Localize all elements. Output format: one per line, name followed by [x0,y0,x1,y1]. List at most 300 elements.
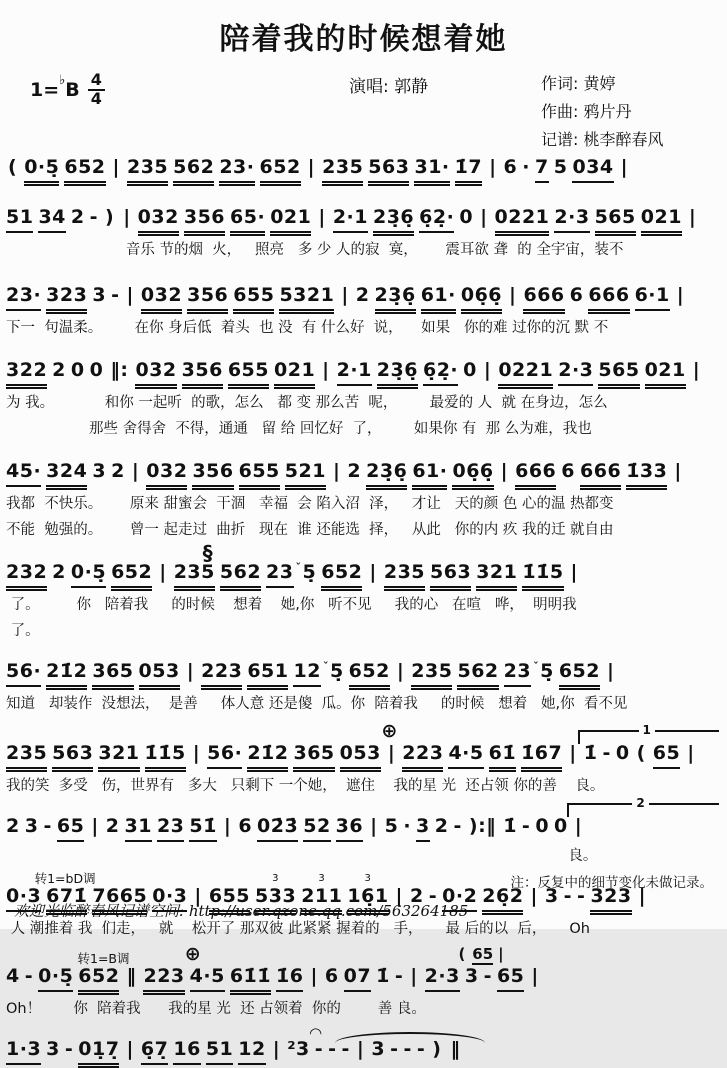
lyric-row: 人 潮推着 我 们走， 就 松开了 那双彼 此紧紧 握着的 手， 最 后的以 后， Oh [6,921,590,938]
note-token: 23· [6,285,41,311]
note-token: 6̣2̣· [423,360,458,386]
barline: | [322,359,330,382]
notes-row [6,562,721,591]
note-token: 0·3 [6,886,41,912]
note-token: 0 [615,741,630,764]
barline: ( [8,156,18,178]
notes-row [6,966,721,995]
breath-mark: ˇ [295,561,302,575]
note-token: 5 [553,156,568,178]
footer-note: 欢迎光临醉春风记谱空间: http://user.qzone.qq.com/563264185 [14,902,469,920]
barline: | [131,460,140,483]
barline: | [574,815,583,838]
note-token: 23· [219,157,254,186]
note-token: 0·3 [152,886,187,912]
barline: | [498,944,504,963]
note-token: 235 [411,661,452,690]
note-token: 666 [580,461,621,490]
barline: | [676,284,685,307]
barline: | [112,156,120,178]
barline: | [687,741,695,764]
note-token: 2 [105,815,120,838]
meter-numerator: 4 [88,72,105,91]
note-token: 032 [138,207,179,236]
lyric-row: 我的笑 多受 伤，世界有 多大 只剩下 一个她， 遮住 我的星 光 还占领 你的善 良。 [6,777,605,794]
barline: | [91,815,99,838]
note-token: 65 [472,944,494,963]
note-token: 1̇7 [455,157,482,186]
note-token: 223 [143,966,184,995]
barline: | [531,964,539,987]
note-token: 053 [139,661,180,690]
note-token: 61̇1̇ [230,966,271,995]
note-token: 2 [355,284,370,307]
note-token: 6 [238,815,253,838]
note-token: 12 [293,661,320,687]
note-token: 0 [535,815,550,838]
coda-icon: ⊕ [381,719,398,742]
score-body [4,142,723,1068]
note-token: 652 [260,157,301,186]
note-token: 321 [98,743,139,772]
note-token: 652 [321,562,362,591]
note-token: 021 [270,207,311,236]
note-token: 562 [173,157,214,186]
barline: | [356,1038,365,1061]
notes-row [6,360,721,389]
barline: | [192,741,201,764]
meter-fraction [88,72,105,108]
score-header [4,64,723,149]
barline: | [194,885,202,908]
note-token: 365 [293,743,334,772]
note-token: 652 [111,562,152,591]
note-token: 655 [239,461,280,490]
note-token: 671̇ [46,886,87,915]
note-token: 23 [157,816,184,842]
note-token: 2·1 [337,360,372,386]
note-token: - [328,1038,337,1061]
note-token: 321 [476,562,517,591]
barline: | [500,460,509,483]
note-token: 652 [78,966,119,995]
note-token: 2·3 [554,207,589,233]
note-token: 51 [6,207,33,233]
modulation-label: 转1=B调 [77,950,130,966]
note-token: 0 [463,359,477,382]
note-token: 0·2 [442,886,477,912]
barline: ( [458,944,466,963]
note-token: 1̇1̇5 [522,562,563,591]
note-token: 0 [70,359,85,382]
music-system [6,345,721,440]
singer-credit: 演唱: 郭静 [349,77,429,97]
note-token: 652 [559,661,600,690]
barline: | [509,284,517,307]
note-token: 232 [6,562,47,591]
barline: | [318,205,326,228]
note-token: 0221 [498,360,553,389]
note-token: 3 211 [301,886,342,915]
note-token: 032 [135,360,176,389]
lyric-row: 知道 却装作 没想法， 是善 体人意 还是傻 瓜。你 陪着我 的时候 想着 她,你 看不见 [6,696,628,713]
meter-denominator: 4 [90,88,102,108]
note-token: 1̇ [503,815,517,838]
note-token: 4·5 [448,743,483,769]
note-token: - [428,885,438,908]
barline: | [223,815,232,838]
note-token: 2 [52,561,66,584]
lyric-row: Oh！ 你 陪着我 我的星 光 还 占领着 你的 善 良。 [6,1000,426,1017]
barline: | [489,156,497,178]
note-token: 1̇67 [521,743,562,772]
volta-number: 1 [639,723,655,737]
flat-icon: ♭ [59,72,66,88]
note-token: - [64,1038,74,1061]
note-token: - [602,741,611,764]
note-token: 23 [266,562,293,588]
note-token: 2 [410,885,424,908]
barline: | [159,561,167,584]
note-token: 356 [187,285,228,314]
note-token: 45· [6,461,41,487]
note-token: - [521,815,531,838]
credit-row: 作曲: 鸦片丹 [541,102,632,121]
coda-icon: ⊕ [184,942,201,965]
note-token: 0 [554,815,568,838]
notes-row [6,816,721,842]
note-token: 032 [141,285,182,314]
note-token: - [453,815,462,838]
lyric-row: 音乐 节的烟 火， 照亮 多 少 人的寂 寞， 震耳欲 聋 的 全宇宙，装不 [6,241,624,258]
note-token: 0·5̣ [71,562,106,588]
note-token: 032 [146,461,187,490]
note-token: 655 [228,360,269,389]
note-token: 06̣6̣ [452,461,493,490]
note-token: 2·1 [333,207,368,233]
note-token: 021 [645,360,686,389]
notes-row [6,157,721,186]
note-token: 235 [384,562,425,591]
note-token: 6 [503,156,518,178]
note-token: 2·3 [558,360,593,386]
note-token: - [394,964,404,987]
note-token: 3 [92,284,107,307]
note-token: 6̣7̣ [141,1039,168,1065]
note-token: 12 [238,1039,265,1065]
note-token: 5 [384,815,399,838]
note-token: 1̇6 [276,966,303,992]
barline: ( [636,741,646,764]
note-token: 51 [206,1039,233,1065]
note-token: - [390,1038,399,1061]
note-token: 65 [57,816,84,842]
note-token: 223 [201,661,242,690]
note-token: 324 [46,461,87,490]
note-token: 356 [192,461,233,490]
lyric-row: 不能 勉强的。 曾一 起走过 曲折 现在 谁 还能选 择， 从此 你的内 疚 我的迁 就自由 [6,521,614,538]
note-token: 223 [402,743,443,772]
lyric-row: 为 我。 和你 一起听 的歌，怎么 都 变 那么苦 呢， 最爱的 人 就 在身边，怎么 [6,395,608,412]
note-token: - [24,964,34,987]
note-token: 3 16̣1 [347,886,388,915]
note-token: 23̣6̣ [377,360,418,389]
note-token: 2 [434,815,449,838]
note-token: 65· [230,207,265,236]
barline: | [370,815,378,838]
modulation-label: 转1=bD调 [34,871,96,887]
note-token: 235 [174,562,215,591]
notes-row [6,207,721,236]
volta-bracket [567,796,719,817]
note-token: 6̣2̣· [419,207,454,233]
music-system [6,541,721,642]
note-token: 23̣6̣ [366,461,407,490]
note-token: 2 [347,460,362,483]
music-system [6,796,721,867]
music-system [6,719,721,797]
note-token: 1·3 [6,1039,41,1065]
note-token: 563 [430,562,471,591]
note-token: 666 [523,285,564,314]
note-token: 6 [561,460,576,483]
note-token: 235 [6,743,47,772]
barline: | [332,460,341,483]
lyric-row: 了。 [6,622,40,639]
music-system [6,942,721,1020]
barline: | [569,741,577,764]
barline: ‖: [110,359,129,382]
note-token: - [416,1038,426,1061]
lyric-row: 下一 句温柔。 在你 身后低 着头 也 没 有 什么好 说， 如果 你的难 过你的沉 默 不 [6,320,609,336]
note-token: ²3 [287,1038,310,1061]
note-token: 666 [515,461,556,490]
note-token: 6 [324,964,339,987]
credit-row: 记谱: 桃李醉春风 [541,130,664,149]
breath-mark: ˇ [533,660,540,674]
note-token: - [43,815,52,838]
note-token: 23̣6̣ [373,207,414,236]
lyric-row: 良。 [6,847,598,864]
barline: | [692,359,701,382]
barline: ‖ [450,1038,461,1061]
note-token: 235 [127,157,168,186]
note-token: 666 [588,285,629,314]
notes-row [6,1039,721,1068]
note-token: 52 [303,816,330,842]
note-token: 61̇ [489,743,516,772]
segno-icon: § [202,541,213,566]
note-token: 26̣2 [482,886,523,915]
barline: | [123,205,131,228]
note-token: 4·5 [190,966,225,992]
credit-row: 作词: 黄婷 [541,74,616,93]
note-token: 323 [46,285,87,314]
note-token: 7 [535,157,549,183]
note-token: 2 [111,460,125,483]
barline: | [483,359,492,382]
barline: | [638,885,647,908]
note-token: 655 [233,285,274,314]
barline: ):‖ [468,815,497,838]
music-system [6,192,721,261]
note-token: 0221 [495,207,550,236]
note-token: 651 [247,661,288,690]
note-token: 655 [209,886,250,915]
note-token: 5̣ [540,660,554,683]
note-token: 3 [416,816,430,842]
note-token: 07 [344,966,371,992]
key-text: 1=♭B [30,72,80,101]
note-token: 2·3 [425,966,460,992]
note-token: 34 [38,207,65,233]
note-token: 034 [572,157,613,183]
note-token: 3 [464,964,479,987]
note-token: 31 [125,816,152,842]
note-token: 562 [457,661,498,690]
note-token: 1̇ [583,741,598,764]
note-token: 2 [52,359,66,382]
notes-row [6,661,721,690]
notes-row [6,285,721,314]
note-token: 3 [92,460,107,483]
note-token: 322 [6,360,47,389]
note-token: 021 [274,360,315,389]
note-token: 6·1 [635,285,670,311]
note-token: - [111,284,120,307]
barline: | [186,660,195,683]
barline: | [341,284,349,307]
note-token: 652 [349,661,390,690]
note-token: - [314,1038,324,1061]
note-token: 3 [371,1038,386,1061]
barline: | [480,205,488,228]
note-token: 56· [6,661,41,687]
barline: | [570,561,578,584]
note-token: - [403,1038,412,1061]
note-token: 565 [598,360,639,389]
note-token: 21̇2 [46,661,87,690]
lyric-row: 那些 舍得舍 不得，通通 留 给 回忆好 了， 如果你 有 那 么为难，我也 [6,420,592,437]
note-token: 3 533 [255,886,296,915]
barline: | [410,964,418,987]
note-token: · [522,156,530,178]
note-token: 1̇1̇5 [145,743,186,772]
note-token: 51̇ [189,816,216,842]
note-token: 61· [421,285,456,314]
note-token: 16 [173,1039,200,1065]
note-token: 3 [24,815,39,838]
note-token: · [403,815,412,838]
note-token: 235 [322,157,363,186]
note-token: 31· [414,157,449,186]
lyric-row: 我都 不快乐。 原来 甜蜜会 干涸 幸福 会 陷入沼 泽， 才让 天的颜 色 心的温 热都变 [6,496,614,513]
page-title: 陪着我的时候想着她 [219,22,508,57]
barline: | [530,885,538,908]
barline: | [126,284,134,307]
note-token: 356 [184,207,225,236]
barline: | [688,205,697,228]
note-token: - [89,205,99,228]
barline: ) [432,1038,442,1061]
barline: | [307,156,316,178]
note-token: 2 [6,815,20,838]
note-token: 06̣6̣ [461,285,502,314]
fermata-icon: ◠ [309,1024,322,1043]
note-token: 5̣ [302,561,317,584]
note-token: 2 [70,205,85,228]
barline: | [126,1038,134,1061]
note-token: 0 [89,359,104,382]
note-token: 4 [6,964,20,987]
note-token: 0·5̣ [24,157,59,186]
music-system [6,446,721,541]
barline: | [369,561,377,584]
note-token: 5̣ [329,660,344,683]
notes-row [6,461,721,490]
note-token: - [341,1038,350,1061]
tie-arc [335,1032,485,1043]
note-token: 23 [504,661,531,687]
barline: ) [105,205,115,228]
note-token: - [563,885,573,908]
note-token: 521 [285,461,326,490]
barline: | [620,156,629,178]
barline: | [395,885,403,908]
note-token: 36 [336,816,363,842]
barline: | [607,660,615,683]
notes-row [6,743,721,772]
breath-mark: ˇ [322,660,329,674]
note-token: 21̇2 [247,743,288,772]
note-token: 65 [653,743,680,769]
barline: | [674,460,682,483]
barline: | [396,660,405,683]
key-signature [30,72,105,108]
note-token: 0 [459,205,474,228]
note-token: 3 [46,1038,60,1061]
note-token: 356 [182,360,223,389]
volta-number: 2 [632,796,648,810]
note-token: 1̇ [376,964,390,987]
music-system [6,1024,721,1068]
note-token: - [483,964,492,987]
music-system [6,142,721,186]
note-token: 053 [340,743,381,772]
note-token: 652 [64,157,105,186]
note-token: 021 [641,207,682,236]
note-token: 3 [544,885,559,908]
cue-notes [456,945,510,965]
barline: | [310,964,318,987]
note-token: 1̇33 [626,461,667,490]
score-note: 注：反复中的细节变化未做记录。 [510,875,713,891]
note-token: 323 [590,886,631,915]
note-token: 7665 [92,886,147,915]
note-token: 565 [595,207,636,236]
note-token: 5321 [279,285,334,314]
lyric-row: 了。 你 陪着我 的时候 想着 她,你 听不见 我的心 在喧 哗， 明明我 [6,597,577,614]
note-token: 0·5̣ [38,966,73,992]
note-token: 65 [497,966,524,992]
note-token: 61· [412,461,447,490]
barline: | [387,741,396,764]
barline: ‖ [126,964,137,987]
note-token: 562 [220,562,261,591]
music-system [6,270,721,339]
note-token: 23̣6̣ [375,285,416,314]
note-token: 01̣7̣ [78,1039,119,1068]
